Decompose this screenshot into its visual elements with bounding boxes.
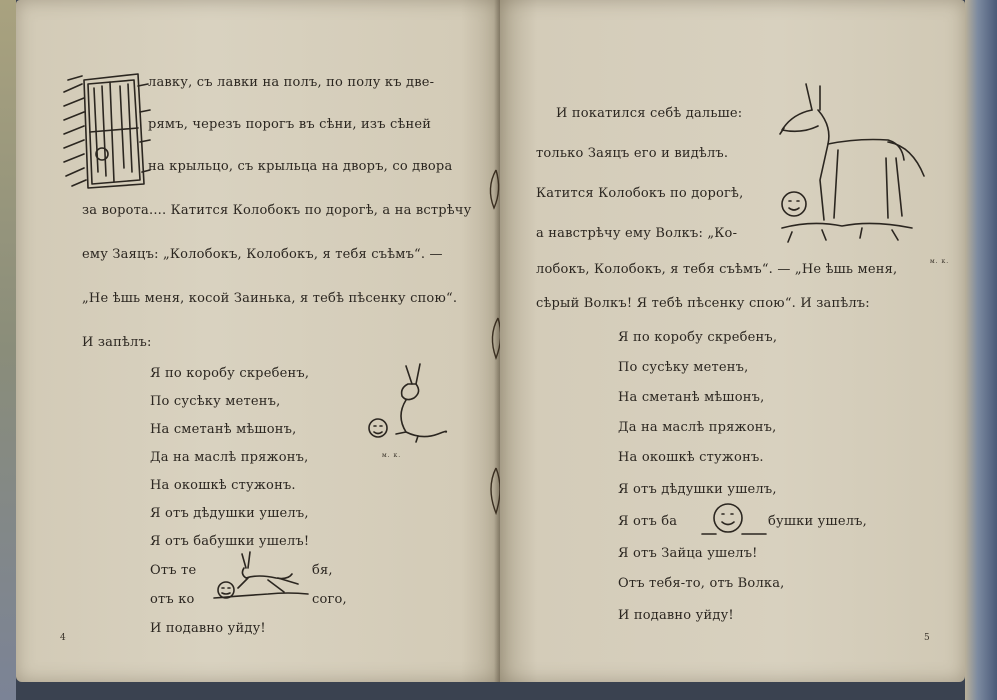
right-page: [500, 0, 965, 682]
prose-line: на крыльцо, съ крыльца на дворъ, со двора: [148, 159, 453, 174]
song-line: Да на маслѣ пряжонъ,: [150, 450, 309, 465]
song-line: Я отъ Зайца ушелъ!: [618, 546, 758, 561]
prose-line: сѣрый Волкъ! Я тебѣ пѣсенку спою“. И запѣлъ:: [536, 296, 870, 311]
song-line: На окошкѣ стужонъ.: [618, 450, 764, 465]
song-line-split: Я отъ ба: [618, 514, 678, 529]
song-line-split: отъ ко: [150, 592, 195, 607]
song-line-split: Отъ те: [150, 563, 197, 578]
artist-initials: м. к.: [930, 258, 950, 265]
song-line-split: сого,: [312, 592, 347, 607]
song-line: На сметанѣ мѣшонъ,: [150, 422, 297, 437]
song-line: По сусѣку метенъ,: [150, 394, 281, 409]
song-line: На окошкѣ стужонъ.: [150, 478, 296, 493]
song-line-split: бушки ушелъ,: [768, 514, 867, 529]
running-hare-illustration: [208, 548, 318, 608]
song-line: Я отъ дѣдушки ушелъ,: [150, 506, 309, 521]
prose-line: а навстрѣчу ему Волкъ: „Ко-: [536, 226, 738, 241]
prose-line: ему Заяцъ: „Колобокъ, Колобокъ, я тебя съѣмъ“. —: [82, 247, 443, 262]
prose-line: И запѣлъ:: [82, 335, 152, 350]
song-line: По сусѣку метенъ,: [618, 360, 749, 375]
song-line: Я отъ бабушки ушелъ!: [150, 534, 310, 549]
prose-line: лавку, съ лавки на полъ, по полу къ две-: [148, 75, 435, 90]
window-illustration: [62, 72, 152, 190]
prose-line: „Не ѣшь меня, косой Заинька, я тебѣ пѣсенку спою“.: [82, 291, 458, 306]
song-line: На сметанѣ мѣшонъ,: [618, 390, 765, 405]
prose-line: рямъ, черезъ порогъ въ сѣни, изъ сѣней: [148, 117, 432, 132]
song-line: Я по коробу скребенъ,: [618, 330, 778, 345]
prose-line: лобокъ, Колобокъ, я тебя съѣмъ“. — „Не ѣшь меня,: [536, 262, 898, 277]
song-line-split: бя,: [312, 563, 333, 578]
hare-with-kolobok-illustration: [356, 362, 456, 446]
book-edge-left: [0, 0, 16, 700]
prose-line: И покатился себѣ дальше:: [556, 106, 743, 121]
artist-initials: м. к.: [382, 452, 402, 459]
song-line: Отъ тебя-то, отъ Волка,: [618, 576, 785, 591]
left-page: [16, 0, 500, 682]
song-line: Я отъ дѣдушки ушелъ,: [618, 482, 777, 497]
page-number: 4: [60, 633, 66, 643]
prose-line: за ворота.... Катится Колобокъ по дорогѣ, а на встрѣчу: [82, 203, 472, 218]
song-line: Да на маслѣ пряжонъ,: [618, 420, 777, 435]
song-line: Я по коробу скребенъ,: [150, 366, 310, 381]
page-number: 5: [924, 633, 930, 643]
wolf-illustration: [762, 80, 932, 250]
song-line: И подавно уйду!: [618, 608, 734, 623]
book-edge-right: [965, 0, 997, 700]
kolobok-face-illustration: [700, 500, 770, 540]
prose-line: только Заяцъ его и видѣлъ.: [536, 146, 729, 161]
prose-line: Катится Колобокъ по дорогѣ,: [536, 186, 744, 201]
song-line: И подавно уйду!: [150, 621, 266, 636]
